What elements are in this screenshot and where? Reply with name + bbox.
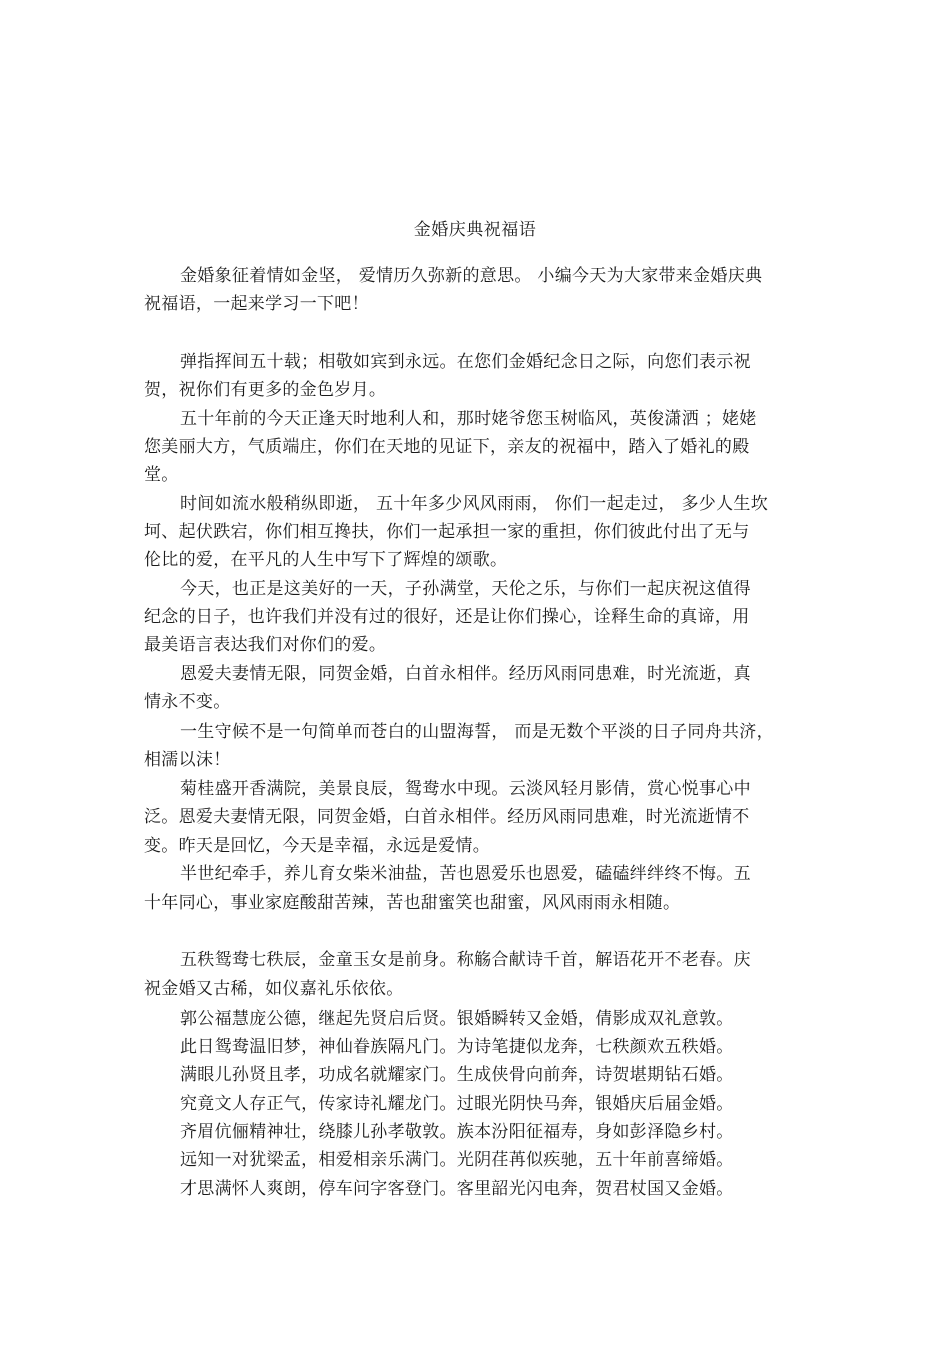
text-line: 祝金婚又古稀，如仪嘉礼乐依依。 <box>144 979 404 999</box>
text-line: 您美丽大方，气质端庄，你们在天地的见证下，亲友的祝福中，踏入了婚礼的殿 <box>144 437 750 457</box>
text-line: 远知一对犹梁孟，相爱相亲乐满门。光阴荏苒似疾驰，五十年前喜缔婚。 <box>180 1150 734 1170</box>
text-line: 弹指挥间五十载；相敬如宾到永远。在您们金婚纪念日之际，向您们表示祝 <box>180 352 751 372</box>
text-line: 泛。恩爱夫妻情无限，同贺金婚，白首永相伴。经历风雨同患难，时光流逝情不 <box>144 807 750 827</box>
text-line: 祝福语，一起来学习一下吧！ <box>144 294 369 314</box>
text-line: 相濡以沫！ <box>144 750 231 770</box>
text-line: 究竟文人存正气，传家诗礼耀龙门。过眼光阴快马奔，银婚庆后届金婚。 <box>180 1094 734 1114</box>
text-line: 坷、起伏跌宕，你们相互搀扶，你们一起承担一家的重担，你们彼此付出了无与 <box>144 522 750 542</box>
text-line: 郭公福慧庞公德，继起先贤启后贤。银婚瞬转又金婚，倩影成双礼意敦。 <box>180 1009 734 1029</box>
text-line: 堂。 <box>144 465 179 485</box>
text-line: 伦比的爱，在平凡的人生中写下了辉煌的颂歌。 <box>144 550 508 570</box>
text-line: 贺，祝你们有更多的金色岁月。 <box>144 380 387 400</box>
text-line: 一生守候不是一句简单而苍白的山盟海誓， 而是无数个平淡的日子同舟共济， <box>180 722 774 742</box>
text-line: 菊桂盛开香满院，美景良辰，鸳鸯水中现。云淡风轻月影倩，赏心悦事心中 <box>180 779 751 799</box>
text-line: 变。昨天是回忆，今天是幸福，永远是爱情。 <box>144 836 490 856</box>
text-line: 五秩鸳鸯七秩辰，金童玉女是前身。称觞合献诗千首，解语花开不老春。庆 <box>180 950 751 970</box>
text-line: 十年同心，事业家庭酸甜苦辣，苦也甜蜜笑也甜蜜，风风雨雨永相随。 <box>144 893 681 913</box>
text-line: 金婚象征着情如金坚， 爱情历久弥新的意思。 小编今天为大家带来金婚庆典 <box>180 266 763 286</box>
text-line: 才思满怀人爽朗，停车问字客登门。客里韶光闪电奔，贺君杖国又金婚。 <box>180 1179 734 1199</box>
text-line: 此日鸳鸯温旧梦，神仙眷族隔凡门。为诗笔捷似龙奔，七秩颜欢五秩婚。 <box>180 1037 734 1057</box>
text-line: 今天，也正是这美好的一天，子孙满堂，天伦之乐，与你们一起庆祝这值得 <box>180 579 751 599</box>
text-line: 纪念的日子，也许我们并没有过的很好，还是让你们操心，诠释生命的真谛，用 <box>144 607 750 627</box>
text-line: 时间如流水般稍纵即逝， 五十年多少风风雨雨， 你们一起走过， 多少人生坎 <box>180 494 769 514</box>
text-line: 恩爱夫妻情无限，同贺金婚，白首永相伴。经历风雨同患难，时光流逝，真 <box>180 664 751 684</box>
text-line: 情永不变。 <box>144 692 231 712</box>
text-line: 齐眉伉俪精神壮，绕膝儿孙孝敬敦。族本汾阳征福寿，身如彭泽隐乡村。 <box>180 1122 734 1142</box>
text-line: 最美语言表达我们对你们的爱。 <box>144 635 387 655</box>
text-line: 满眼儿孙贤且孝，功成名就耀家门。生成侠骨向前奔，诗贺堪期钻石婚。 <box>180 1065 734 1085</box>
text-line: 半世纪牵手，养儿育女柴米油盐，苦也恩爱乐也恩爱，磕磕绊绊终不悔。五 <box>180 864 751 884</box>
text-line: 五十年前的今天正逢天时地利人和，那时姥爷您玉树临风，英俊潇洒 ；姥姥 <box>180 409 757 429</box>
document-title: 金婚庆典祝福语 <box>413 220 537 240</box>
